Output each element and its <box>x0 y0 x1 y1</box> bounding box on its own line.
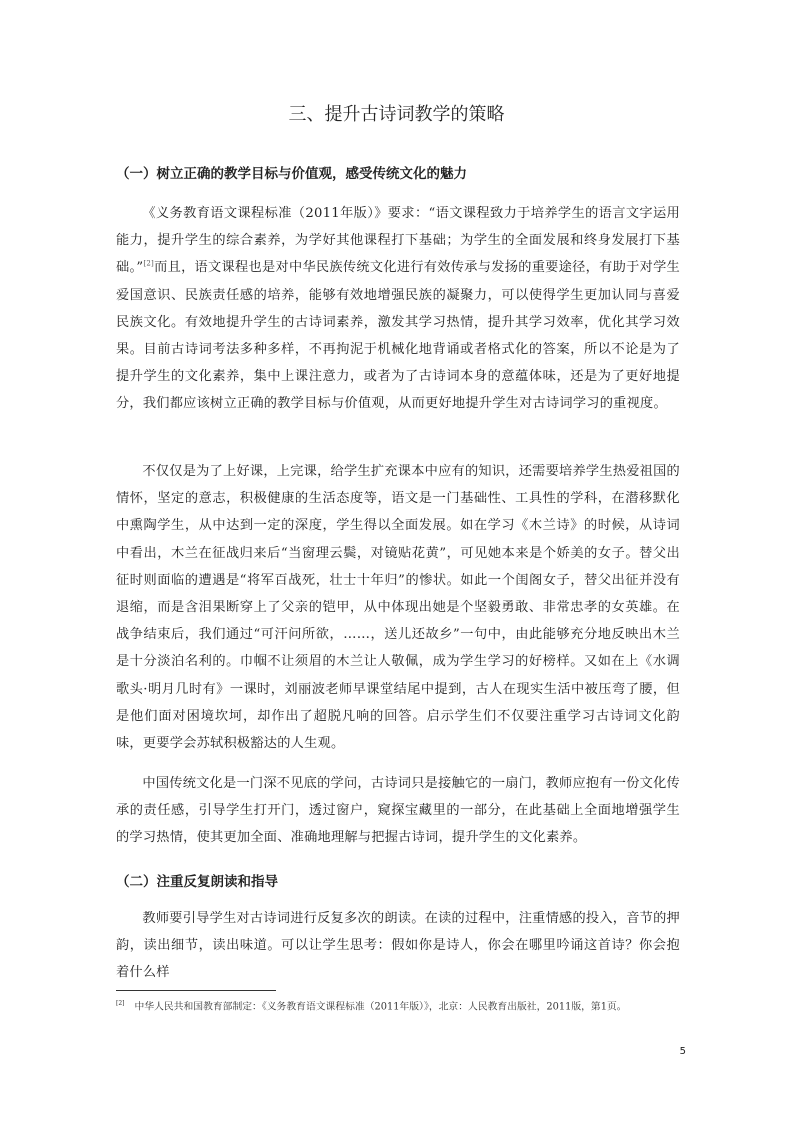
section-2-body <box>116 905 680 987</box>
paragraph-3: 中国传统文化是一门深不见底的学问，古诗词只是接触它的一扇门，教师应抱有一份文化传承的责任感，引导学生打开门，透过窗户，窥探宝藏里的一部分，在此基础上全面地增强学生的学习热情，使其更加全面、准确地理解与把握古诗词，提升学生的文化素养。 <box>116 776 680 846</box>
footnote <box>116 996 680 1015</box>
paragraph-1-text-b: 而且，语文课程也是对中华民族传统文化进行有效传承与发扬的重要途径，有助于对学生爱国意识、民族责任感的培养，能够有效地增强民族的凝聚力，可以使得学生更加认同与喜爱民族文化。有效地提升学生的古诗词素养，激发其学习热情，提升其学习效率，优化其学习效果。目前古诗词考法多种多样，不再拘泥于机械化地背诵或者格式化的答案，所以不论是为了提升学生的文化素养，集中上课注意力，或者为了古诗词本身的意蕴体味，还是为了更好地提分，我们都应该树立正确的教学目标与价值观，从而更好地提升学生对古诗词学习的重视度。 <box>116 260 680 412</box>
citation-marker[interactable]: [2] <box>143 260 155 269</box>
paragraph-1 <box>116 200 680 418</box>
section-heading-2: （二）注重反复朗读和指导 <box>116 874 278 890</box>
page-number: 5 <box>679 1046 686 1057</box>
paragraph-1-text-a: 《义务教育语文课程标准（2011年版）》要求：“语文课程致力于培养学生的语言文字运用能力，提升学生的综合素养，为学好其他课程打下基础；为学生的全面发展和终身发展打下基础。” <box>116 206 680 276</box>
section-heading-1: （一）树立正确的教学目标与价值观，感受传统文化的魅力 <box>116 166 467 182</box>
section-1-body-2 <box>116 458 680 757</box>
footnote-marker: [2] <box>116 1000 125 1007</box>
footnote-divider <box>116 990 276 991</box>
section-1-body <box>116 200 680 418</box>
footnote-text: 中华人民共和国教育部制定：《义务教育语文课程标准（2011年版）》，北京：人民教育出版社，2011版，第1页。 <box>134 1001 627 1013</box>
paragraph-2: 不仅仅是为了上好课，上完课，给学生扩充课本中应有的知识，还需要培养学生热爱祖国的情怀，坚定的意志，积极健康的生活态度等，语文是一门基础性、工具性的学科，在潜移默化中熏陶学生，从中达到一定的深度，学生得以全面发展。如在学习《木兰诗》的时候，从诗词中看出，木兰在征战归来后“当窗理云鬓，对镜贴花黄”，可见她本来是个娇美的女子。替父出征时则面临的遭遇是“将军百战死，壮士十年归”的惨状。如此一个闺阁女子，替父出征并没有退缩，而是含泪果断穿上了父亲的铠甲，从中体现出她是个坚毅勇敢、非常忠孝的女英雄。在战争结束后，我们通过“可汗问所欲，……，送儿还故乡”一句中，由此能够充分地反映出木兰是十分淡泊名利的。巾帼不让须眉的木兰让人敬佩，成为学生学习的好榜样。又如在上《水调歌头·明月几时有》一课时，刘丽波老师早课堂结尾中提到，古人在现实生活中被压弯了腰，但是他们面对困境坎坷，却作出了超脱凡响的回答。启示学生们不仅要注重学习古诗词文化韵味，更要学会苏轼积极豁达的人生观。 <box>116 464 680 752</box>
page-title: 三、提升古诗词教学的策略 <box>288 104 505 125</box>
section-1-body-3 <box>116 770 680 852</box>
paragraph-4: 教师要引导学生对古诗词进行反复多次的朗读。在读的过程中，注重情感的投入，音节的押韵，读出细节，读出味道。可以让学生思考：假如你是诗人，你会在哪里吟诵这首诗？你会抱着什么样 <box>116 911 680 981</box>
